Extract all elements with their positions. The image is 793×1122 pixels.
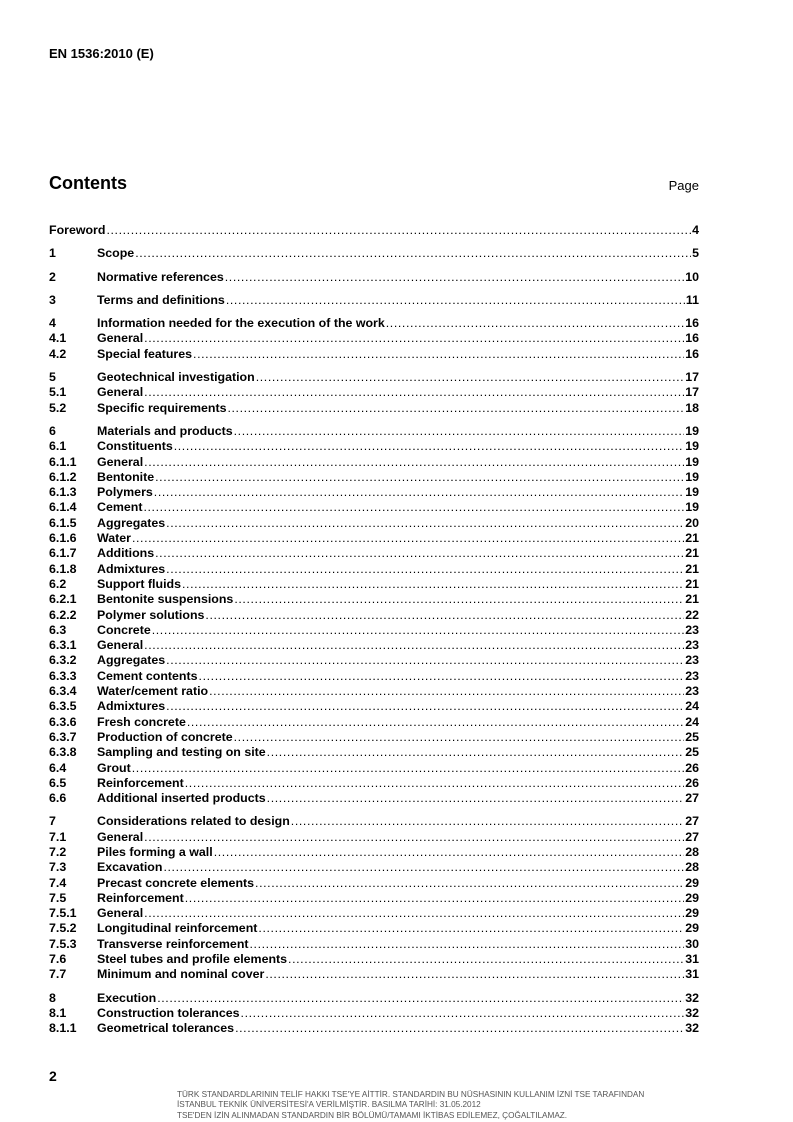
dot-leader <box>144 830 684 845</box>
toc-entry-title: Polymer solutions <box>97 607 205 622</box>
dot-leader <box>144 455 684 470</box>
toc-entry-page: 32 <box>685 990 699 1005</box>
toc-entry-page: 25 <box>685 745 699 760</box>
toc-entry-title: Cement contents <box>97 668 198 683</box>
toc-entry-number: 6.3.6 <box>49 714 77 729</box>
toc-entry-number: 6.1.2 <box>49 469 77 484</box>
dot-leader <box>144 906 684 921</box>
toc-entry[interactable] <box>49 876 699 891</box>
toc-entry-page: 21 <box>685 592 699 607</box>
toc-entry-title: Transverse reinforcement <box>97 936 249 951</box>
toc-entry-number: 6.6 <box>49 791 67 806</box>
toc-entry-number: 6.3.4 <box>49 684 77 699</box>
copyright-footer <box>0 1090 793 1121</box>
toc-entry-number: 7.6 <box>49 952 67 967</box>
toc-entry-page: 19 <box>685 454 699 469</box>
toc-entry-number: 7.1 <box>49 829 67 844</box>
toc-entry-number: 5.2 <box>49 400 67 415</box>
toc-entry[interactable] <box>49 623 699 638</box>
toc-entry-title: Reinforcement <box>97 775 184 790</box>
toc-entry-number: 7.4 <box>49 875 67 890</box>
toc-entry-title: General <box>97 331 144 346</box>
toc-entry-number: 6.3.1 <box>49 638 77 653</box>
toc-entry-title: Polymers <box>97 485 153 500</box>
toc-entry-page: 19 <box>685 469 699 484</box>
toc-entry-number: 7.5.2 <box>49 921 77 936</box>
toc-entry-title: Geotechnical investigation <box>97 370 255 385</box>
toc-entry-page: 27 <box>685 791 699 806</box>
toc-entry-title: Grout <box>97 760 131 775</box>
toc-entry-title: Specific requirements <box>97 400 227 415</box>
toc-entry-page: 28 <box>685 860 699 875</box>
dot-leader <box>144 385 684 400</box>
toc-entry[interactable] <box>49 516 699 531</box>
toc-entry-number: 7.3 <box>49 860 67 875</box>
toc-entry-number: 7.7 <box>49 967 67 982</box>
dot-leader <box>267 791 685 806</box>
toc-entry-number: 6.1.4 <box>49 500 77 515</box>
toc-entry-title: General <box>97 906 144 921</box>
dot-leader <box>291 814 684 829</box>
toc-entry-page: 18 <box>685 400 699 415</box>
toc-entry-number: 6.1.6 <box>49 531 77 546</box>
dot-leader <box>227 401 684 416</box>
toc-entry-number: 4.2 <box>49 346 67 361</box>
toc-entry-page: 17 <box>685 370 699 385</box>
toc-entry-page: 23 <box>685 638 699 653</box>
toc-entry-page: 22 <box>685 607 699 622</box>
dot-leader <box>250 937 685 952</box>
dot-leader <box>234 592 684 607</box>
toc-entry-page: 21 <box>685 546 699 561</box>
toc-entry-title: Materials and products <box>97 423 233 438</box>
toc-entry-title: Admixtures <box>97 561 166 576</box>
toc-entry-title: Special features <box>97 346 193 361</box>
dot-leader <box>255 876 684 891</box>
footer-line-1: TÜRK STANDARDLARININ TELİF HAKKI TSE'YE AİTTİR. STANDARDIN BU NÜSHASININ KULLANIM İZNİ TSE TARAFINDAN <box>177 1090 645 1099</box>
toc-entry[interactable] <box>49 967 699 982</box>
toc-entry[interactable] <box>49 791 699 806</box>
toc-entry-number: 8 <box>49 990 56 1005</box>
dot-leader <box>132 531 684 546</box>
toc-entry-number: 6.1.3 <box>49 485 77 500</box>
dot-leader <box>163 860 684 875</box>
toc-entry-page: 26 <box>685 775 699 790</box>
toc-entry[interactable] <box>49 270 699 285</box>
toc-entry-title: Additional inserted products <box>97 791 266 806</box>
toc-entry[interactable] <box>49 546 699 561</box>
toc-entry-title: Additions <box>97 546 155 561</box>
dot-leader <box>143 500 684 515</box>
toc-entry-page: 27 <box>685 814 699 829</box>
toc-entry-page: 29 <box>685 906 699 921</box>
dot-leader <box>135 246 691 261</box>
toc-entry-number: 6.2 <box>49 576 67 591</box>
footer-line-3: TSE'DEN İZİN ALINMADAN STANDARDIN BİR BÖLÜMÜ/TAMAMI İKTİBAS EDİLEMEZ, ÇOĞALTILAMAZ. <box>177 1110 568 1120</box>
toc-entry-title: Execution <box>97 990 157 1005</box>
toc-entry[interactable] <box>49 906 699 921</box>
dot-leader <box>166 516 684 531</box>
dot-leader <box>226 293 685 308</box>
toc-entry-page: 27 <box>685 829 699 844</box>
toc-entry-title: Aggregates <box>97 515 166 530</box>
toc-entry[interactable] <box>49 455 699 470</box>
dot-leader <box>182 577 684 592</box>
toc-entry[interactable] <box>49 424 699 439</box>
toc-entry-number: 5 <box>49 370 56 385</box>
toc-entry-number: 7 <box>49 814 56 829</box>
toc-entry-title: Sampling and testing on site <box>97 745 266 760</box>
document-id: EN 1536:2010 (E) <box>49 46 154 61</box>
toc-entry-title: Constituents <box>97 439 173 454</box>
toc-entry-page: 29 <box>685 875 699 890</box>
toc-entry-page: 21 <box>685 531 699 546</box>
toc-entry[interactable] <box>49 814 699 829</box>
toc-entry-number: 6 <box>49 423 56 438</box>
toc-entry-page: 24 <box>685 714 699 729</box>
toc-entry[interactable] <box>49 485 699 500</box>
toc-entry-number: 3 <box>49 292 56 307</box>
toc-entry-title: Normative references <box>97 269 224 284</box>
dot-leader <box>235 1021 684 1036</box>
toc-entry-number: 4.1 <box>49 331 67 346</box>
toc-entry-page: 32 <box>685 1005 699 1020</box>
toc-entry-title: Geometrical tolerances <box>97 1021 235 1036</box>
toc-entry-title: Fresh concrete <box>97 714 186 729</box>
toc-entry-page: 4 <box>692 223 699 237</box>
dot-leader <box>106 223 691 238</box>
toc-entry-number: 2 <box>49 269 56 284</box>
toc-entry-number: 5.1 <box>49 385 67 400</box>
toc-entry[interactable] <box>49 401 699 416</box>
dot-leader <box>258 921 684 936</box>
toc-entry-title: Water <box>97 531 131 546</box>
toc-entry-title: Piles forming a wall <box>97 844 213 859</box>
toc-entry-number: 7.5.1 <box>49 906 77 921</box>
toc-entry[interactable] <box>49 937 699 952</box>
toc-entry-number: 1 <box>49 246 56 261</box>
dot-leader <box>205 608 684 623</box>
toc-entry-title: Reinforcement <box>97 890 184 905</box>
toc-entry-title: General <box>97 638 144 653</box>
toc-entry-title: Minimum and nominal cover <box>97 967 265 982</box>
toc-entry-title: Cement <box>97 500 143 515</box>
dot-leader <box>154 485 684 500</box>
toc-entry-page: 31 <box>685 952 699 967</box>
toc-entry-page: 16 <box>685 346 699 361</box>
toc-entry[interactable] <box>49 653 699 668</box>
toc-entry-number: 6.1.7 <box>49 546 77 561</box>
toc-entry-number: 6.3.8 <box>49 745 77 760</box>
toc-entry[interactable] <box>49 592 699 607</box>
dot-leader <box>132 761 684 776</box>
toc-entry-page: 26 <box>685 760 699 775</box>
toc-entry-page: 11 <box>685 292 699 307</box>
toc-entry[interactable] <box>49 316 699 331</box>
toc-entry-number: 8.1.1 <box>49 1021 77 1036</box>
toc-entry-page: 20 <box>685 515 699 530</box>
toc-entry-page: 19 <box>685 500 699 515</box>
toc-entry-page: 24 <box>685 699 699 714</box>
dot-leader <box>256 370 685 385</box>
toc-entry[interactable] <box>49 730 699 745</box>
dot-leader <box>267 745 685 760</box>
dot-leader <box>174 439 684 454</box>
toc-entry-page: 31 <box>685 967 699 982</box>
toc-entry[interactable] <box>49 669 699 684</box>
dot-leader <box>234 424 685 439</box>
toc-entry-title: Terms and definitions <box>97 292 225 307</box>
toc-entry-page: 19 <box>685 439 699 454</box>
toc-entry-page: 21 <box>685 576 699 591</box>
toc-entry-page: 16 <box>685 316 699 331</box>
dot-leader <box>288 952 684 967</box>
toc-entry-title: Precast concrete elements <box>97 875 255 890</box>
dot-leader <box>386 316 684 331</box>
toc-entry-number: 6.5 <box>49 775 67 790</box>
toc-entry[interactable] <box>49 860 699 875</box>
toc-entry[interactable] <box>49 223 699 238</box>
dot-leader <box>234 730 685 745</box>
dot-leader <box>152 623 684 638</box>
toc-entry[interactable] <box>49 715 699 730</box>
toc-entry-page: 25 <box>685 729 699 744</box>
toc-entry-number: 7.5 <box>49 890 67 905</box>
toc-entry-page: 10 <box>685 269 699 284</box>
toc-entry[interactable] <box>49 830 699 845</box>
toc-entry[interactable] <box>49 577 699 592</box>
toc-entry-page: 23 <box>685 668 699 683</box>
toc-entry-title: Production of concrete <box>97 729 233 744</box>
toc-entry[interactable] <box>49 845 699 860</box>
dot-leader <box>209 684 684 699</box>
dot-leader <box>187 715 684 730</box>
toc-entry-title: Support fluids <box>97 576 181 591</box>
toc-entry-page: 23 <box>685 622 699 637</box>
toc-entry-page: 23 <box>685 684 699 699</box>
dot-leader <box>144 331 684 346</box>
toc-entry[interactable] <box>49 761 699 776</box>
toc-entry[interactable] <box>49 745 699 760</box>
toc-entry[interactable] <box>49 638 699 653</box>
toc-entry-title: Admixtures <box>97 699 166 714</box>
toc-entry[interactable] <box>49 1006 699 1021</box>
toc-entry-page: 16 <box>685 331 699 346</box>
toc-entry-page: 23 <box>685 653 699 668</box>
toc-entry[interactable] <box>49 1021 699 1036</box>
toc-entry-number: 6.1.1 <box>49 454 77 469</box>
toc-entry[interactable] <box>49 470 699 485</box>
dot-leader <box>166 699 684 714</box>
toc-entry-number: 6.1.5 <box>49 515 77 530</box>
toc-entry[interactable] <box>49 439 699 454</box>
toc-entry-page: 21 <box>685 561 699 576</box>
toc-entry-number: 6.3 <box>49 622 67 637</box>
toc-entry[interactable] <box>49 952 699 967</box>
toc-entry[interactable] <box>49 531 699 546</box>
toc-entry-title: General <box>97 454 144 469</box>
toc-entry-title: General <box>97 385 144 400</box>
dot-leader <box>155 470 684 485</box>
toc-entry-number: 6.2.1 <box>49 592 77 607</box>
toc-entry-number: 6.3.7 <box>49 729 77 744</box>
toc-entry-number: 8.1 <box>49 1005 67 1020</box>
toc-entry[interactable] <box>49 385 699 400</box>
toc-entry[interactable] <box>49 699 699 714</box>
toc-entry-number: 6.4 <box>49 760 67 775</box>
page-column-label: Page <box>668 178 699 193</box>
toc-entry-title: Steel tubes and profile elements <box>97 952 288 967</box>
toc-entry-number: 6.2.2 <box>49 607 77 622</box>
toc-entry-page: 29 <box>685 921 699 936</box>
toc-entry-page: 28 <box>685 844 699 859</box>
toc-entry[interactable] <box>49 246 699 261</box>
dot-leader <box>225 270 684 285</box>
dot-leader <box>144 638 684 653</box>
dot-leader <box>166 562 684 577</box>
dot-leader <box>199 669 685 684</box>
toc-entry-page: 19 <box>685 423 699 438</box>
toc-entry[interactable] <box>49 347 699 362</box>
toc-entry-number: 6.3.5 <box>49 699 77 714</box>
dot-leader <box>185 776 684 791</box>
toc-entry-page: 17 <box>685 385 699 400</box>
toc-entry-title: Foreword <box>49 223 106 237</box>
toc-entry[interactable] <box>49 991 699 1006</box>
toc-entry[interactable] <box>49 562 699 577</box>
toc-entry[interactable] <box>49 921 699 936</box>
dot-leader <box>214 845 685 860</box>
toc-entry-number: 6.3.2 <box>49 653 77 668</box>
toc-entry-title: Excavation <box>97 860 163 875</box>
toc-entry[interactable] <box>49 500 699 515</box>
toc-entry-title: Information needed for the execution of the work <box>97 316 385 331</box>
toc-entry-title: Concrete <box>97 622 151 637</box>
footer-line-2: İSTANBUL TEKNİK ÜNİVERSİTESİ'A VERİLMİŞTİR. BASILMA TARİHİ: 31.05.2012 <box>177 1100 481 1110</box>
dot-leader <box>185 891 684 906</box>
dot-leader <box>166 653 684 668</box>
toc-entry-title: Bentonite suspensions <box>97 592 234 607</box>
dot-leader <box>157 991 684 1006</box>
toc-entry-number: 6.1 <box>49 439 67 454</box>
toc-entry-title: Aggregates <box>97 653 166 668</box>
toc-entry-title: Longitudinal reinforcement <box>97 921 258 936</box>
contents-title: Contents <box>49 173 127 193</box>
toc-entry-page: 29 <box>685 890 699 905</box>
toc-entry-number: 6.3.3 <box>49 668 77 683</box>
toc-entry[interactable] <box>49 776 699 791</box>
toc-entry-number: 7.2 <box>49 844 67 859</box>
page-number: 2 <box>49 1068 57 1084</box>
toc-entry-title: Scope <box>97 246 135 261</box>
toc-entry-title: Bentonite <box>97 469 155 484</box>
toc-entry-number: 4 <box>49 316 56 331</box>
toc-entry-page: 19 <box>685 485 699 500</box>
toc-entry-title: Water/cement ratio <box>97 684 209 699</box>
dot-leader <box>193 347 684 362</box>
toc-entry-page: 30 <box>685 936 699 951</box>
toc-entry-page: 32 <box>685 1021 699 1036</box>
dot-leader <box>265 967 684 982</box>
toc-entry[interactable] <box>49 608 699 623</box>
dot-leader <box>155 546 684 561</box>
toc-entry-title: Construction tolerances <box>97 1005 240 1020</box>
toc-entry-number: 6.1.8 <box>49 561 77 576</box>
toc-entry[interactable] <box>49 370 699 385</box>
toc-entry[interactable] <box>49 331 699 346</box>
toc-entry[interactable] <box>49 891 699 906</box>
toc-entry-page: 5 <box>692 246 699 261</box>
dot-leader <box>241 1006 685 1021</box>
toc-entry[interactable] <box>49 684 699 699</box>
toc-entry[interactable] <box>49 293 699 308</box>
toc-entry-title: Considerations related to design <box>97 814 290 829</box>
table-of-contents <box>49 223 699 1037</box>
toc-entry-number: 7.5.3 <box>49 936 77 951</box>
toc-entry-title: General <box>97 829 144 844</box>
